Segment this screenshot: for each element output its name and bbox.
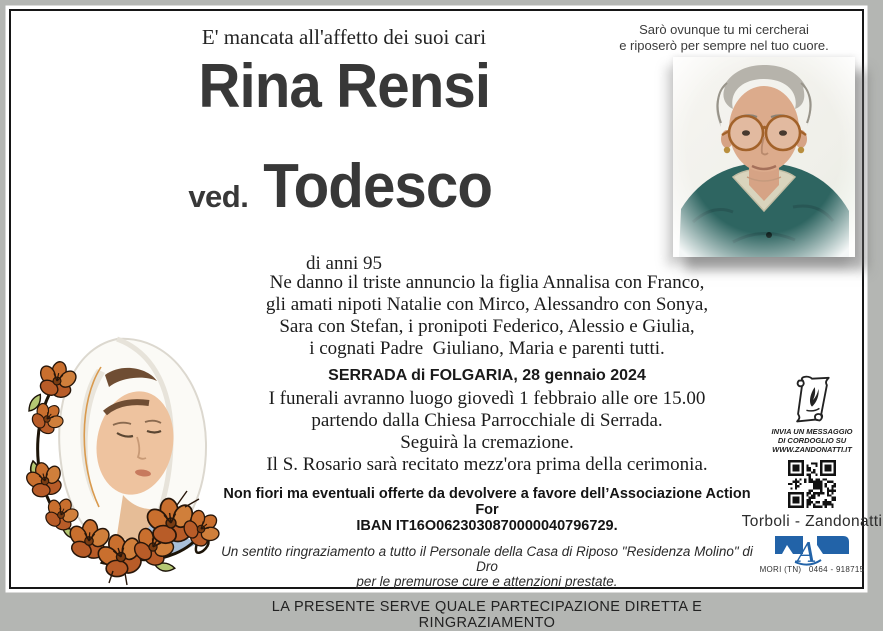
qr-code (788, 460, 836, 508)
memorial-quote (600, 22, 848, 53)
funeral-line: Il S. Rosario sarà recitato mezz'ora prima della cerimonia. (266, 454, 708, 475)
funeral-line: Seguirà la cremazione. (400, 432, 574, 453)
announcement-line: Sara con Stefan, i pronipoti Federico, Alessio e Giulia, (279, 316, 695, 337)
place-date-line: SERRADA di FOLGARIA, 28 gennaio 2024 (328, 367, 646, 384)
announcement-line: i cognati Padre Giuliano, Maria e parenti tutti. (309, 338, 665, 359)
condolence-message-prompt (737, 428, 883, 454)
prompt-line: DI CORDOGLIO SU (777, 435, 847, 445)
closing-statement: LA PRESENTE SERVE QUALE PARTECIPAZIONE DIRETTA E RINGRAZIAMENTO (271, 599, 703, 631)
announcement-page (9, 9, 883, 631)
thanks-line: Un sentito ringraziamento a tutto il Personale della Casa di Riposo "Residenza Molino" di Dro (221, 544, 753, 574)
announcement-line: Ne danno il triste annuncio la figlia Annalisa con Franco, (269, 272, 705, 293)
thanks-line: per le premurose cure e attenzioni prestate. (356, 574, 618, 589)
deceased-married-name-line (61, 152, 627, 233)
widow-prefix: ved. (188, 179, 249, 214)
title-block (61, 25, 627, 275)
svg-text:A: A (797, 538, 817, 568)
deceased-portrait-photo (673, 57, 855, 257)
funeral-details (217, 388, 757, 476)
funeral-agency-column (737, 375, 883, 574)
intro-line: E' mancata all'affetto dei suoi cari (201, 25, 487, 49)
funeral-home-logo (737, 533, 883, 568)
deceased-first-last-name: Rina Rensi (198, 52, 490, 121)
prompt-line: WWW.ZANDONATTI.IT (772, 444, 852, 454)
quote-line-2: e riposerò per sempre nel tuo cuore. (619, 37, 829, 53)
madonna-flowers-illustration (5, 333, 245, 589)
condolence-scroll-icon (737, 375, 883, 427)
family-announcement (217, 272, 757, 360)
donation-iban: IBAN IT16O0623030870000040796729. (356, 518, 618, 534)
quote-line-1: Sarò ovunque tu mi cercherai (639, 22, 809, 37)
funeral-line: I funerali avranno luogo giovedì 1 febbraio alle ore 15.00 (268, 388, 706, 409)
main-text-column (217, 272, 757, 631)
donation-notice (217, 486, 757, 534)
donation-line: Non fiori ma eventuali offerte da devolvere a favore dell’Associazione Action For (223, 486, 751, 518)
thanks-note (217, 544, 757, 589)
deceased-married-name: Todesco (263, 152, 493, 221)
announcement-line: gli amati nipoti Natalie con Mirco, Alessandro con Sonya, (265, 294, 709, 315)
portrait-illustration (673, 57, 855, 257)
deceased-name-line (61, 52, 627, 133)
agency-location-phone: MORI (TN) 0464 - 918715 (759, 565, 865, 575)
funeral-line: partendo dalla Chiesa Parrocchiale di Serrada. (311, 410, 663, 431)
funeral-home-name: Torboli - Zandonatti (741, 513, 883, 531)
age-line: di anni 95 (306, 253, 382, 274)
prompt-line: INVIA UN MESSAGGIO (771, 427, 853, 436)
